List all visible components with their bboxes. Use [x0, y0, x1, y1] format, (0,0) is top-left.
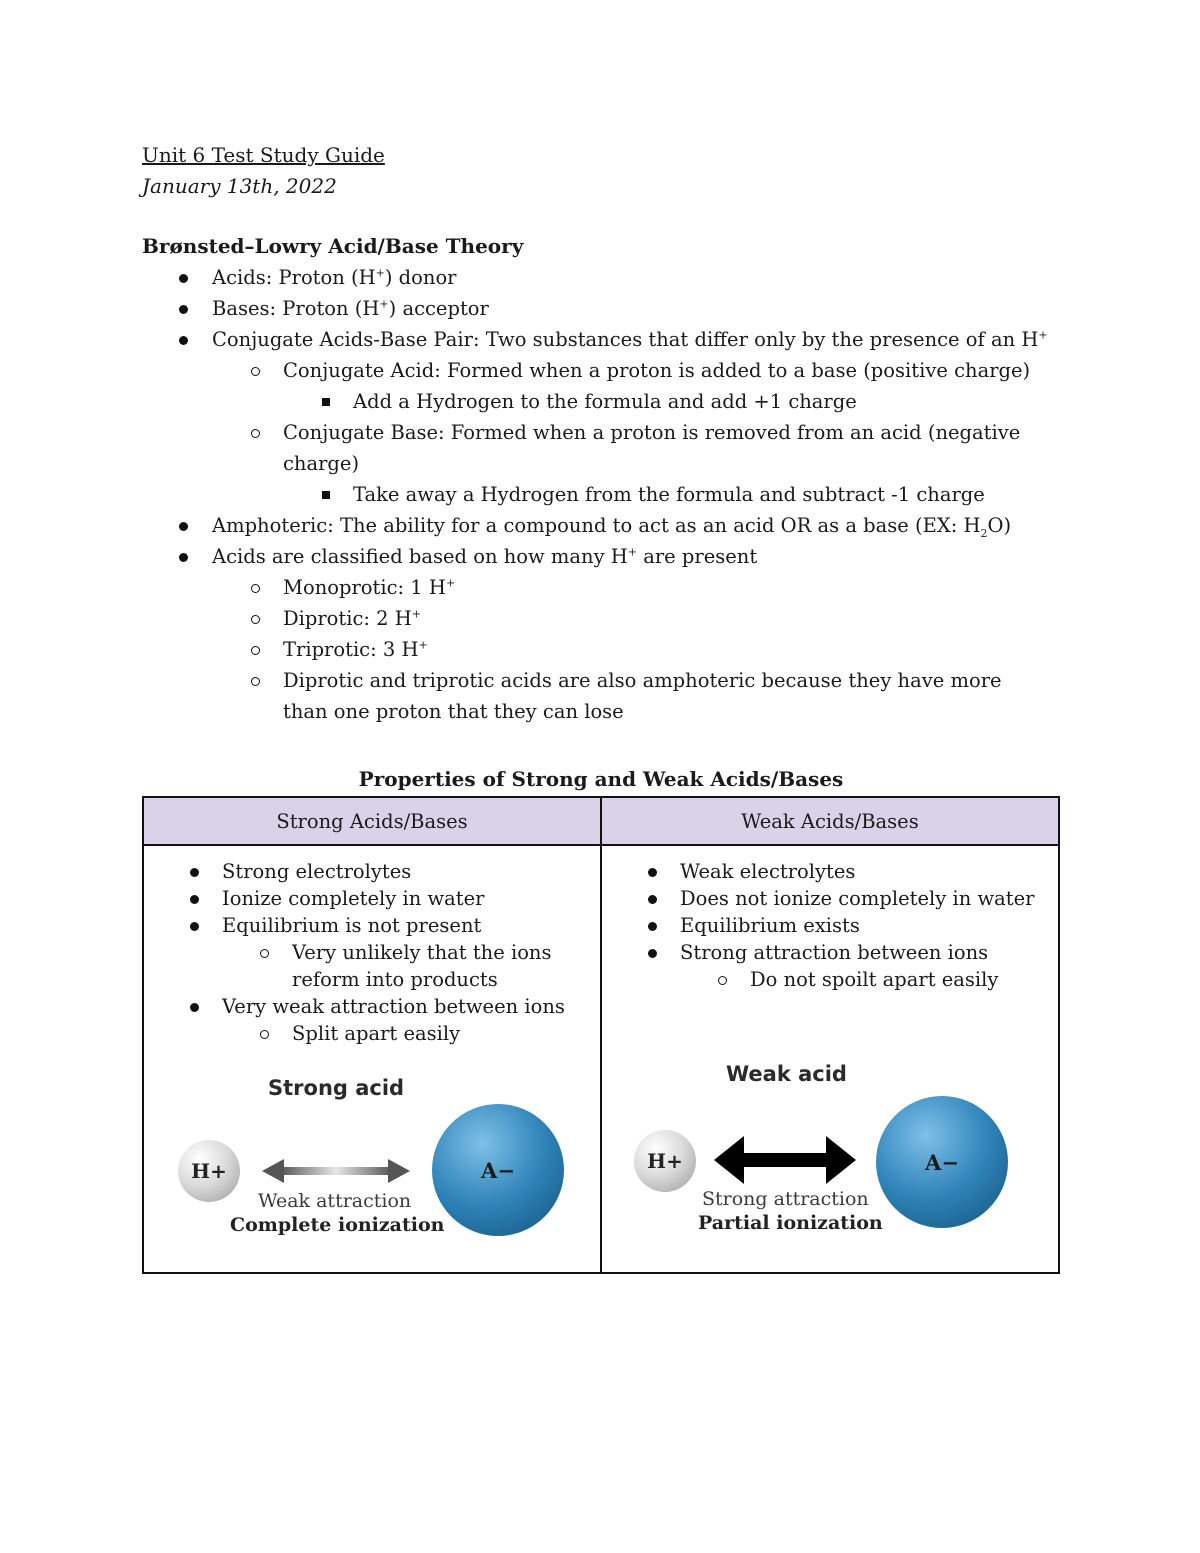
hollow-bullet-icon — [251, 367, 260, 376]
square-bullet-icon — [322, 491, 330, 499]
list-item: Add a Hydrogen to the formula and add +1 charge — [142, 386, 1062, 417]
weak-header: Weak Acids/Bases — [601, 797, 1059, 845]
list-item: Do not spoilt apart easily — [602, 966, 1058, 993]
bullet-icon — [648, 949, 657, 958]
figure-caption: Weak attraction — [258, 1190, 412, 1212]
properties-table — [142, 796, 1060, 1274]
weak-cell — [601, 845, 1059, 1273]
section-title: Brønsted–Lowry Acid/Base Theory — [142, 234, 524, 258]
weak-list — [602, 846, 1058, 993]
list-item: Equilibrium exists — [602, 912, 1058, 939]
figure-title: Weak acid — [726, 1062, 847, 1086]
list-item: Bases: Proton (H+) acceptor — [142, 293, 1062, 324]
bullet-icon — [179, 553, 188, 562]
list-item: Strong electrolytes — [144, 858, 600, 885]
hollow-bullet-icon — [718, 976, 727, 985]
document-date: January 13th, 2022 — [142, 174, 337, 198]
weak-acid-figure — [602, 1056, 1058, 1256]
anion-icon: A− — [876, 1096, 1008, 1228]
figure-caption: Strong attraction — [702, 1188, 869, 1210]
list-item: Equilibrium is not present — [144, 912, 600, 939]
list-item: Triprotic: 3 H+ — [142, 634, 1062, 665]
square-bullet-icon — [322, 398, 330, 406]
double-arrow-icon — [262, 1156, 410, 1186]
bullet-icon — [179, 305, 188, 314]
bullet-icon — [190, 922, 199, 931]
list-item: Does not ionize completely in water — [602, 885, 1058, 912]
hollow-bullet-icon — [251, 584, 260, 593]
list-item: Very unlikely that the ions reform into products — [144, 939, 600, 993]
list-item: Conjugate Acid: Formed when a proton is added to a base (positive charge) — [142, 355, 1062, 386]
bullet-icon — [648, 895, 657, 904]
list-item: Acids are classified based on how many H+ are present — [142, 541, 1062, 572]
list-item: Strong attraction between ions — [602, 939, 1058, 966]
list-item: Monoprotic: 1 H+ — [142, 572, 1062, 603]
bullet-icon — [179, 522, 188, 531]
bullet-icon — [648, 922, 657, 931]
hollow-bullet-icon — [251, 677, 260, 686]
bullet-icon — [190, 1003, 199, 1012]
figure-caption: Partial ionization — [698, 1212, 883, 1234]
list-item: Conjugate Base: Formed when a proton is removed from an acid (negative charge) — [142, 417, 1062, 479]
list-item: Weak electrolytes — [602, 858, 1058, 885]
strong-acid-figure — [144, 1068, 600, 1268]
list-item: Diprotic and triprotic acids are also amphoteric because they have more than one proton that they can lose — [142, 665, 1062, 727]
hydrogen-ion-icon: H+ — [178, 1140, 240, 1202]
list-item: Diprotic: 2 H+ — [142, 603, 1062, 634]
hollow-bullet-icon — [260, 949, 269, 958]
list-item: Split apart easily — [144, 1020, 600, 1047]
list-item: Very weak attraction between ions — [144, 993, 600, 1020]
hydrogen-ion-icon: H+ — [634, 1130, 696, 1192]
hollow-bullet-icon — [251, 615, 260, 624]
bullet-icon — [190, 868, 199, 877]
hollow-bullet-icon — [251, 646, 260, 655]
list-item: Take away a Hydrogen from the formula and subtract -1 charge — [142, 479, 1062, 510]
document-title: Unit 6 Test Study Guide — [142, 143, 385, 167]
list-item: Ionize completely in water — [144, 885, 600, 912]
bullet-icon — [190, 895, 199, 904]
double-arrow-icon — [714, 1136, 856, 1184]
bullet-icon — [648, 868, 657, 877]
list-item: Acids: Proton (H+) donor — [142, 262, 1062, 293]
bullet-icon — [179, 336, 188, 345]
hollow-bullet-icon — [251, 429, 260, 438]
anion-icon: A− — [432, 1104, 564, 1236]
list-item: Amphoteric: The ability for a compound to act as an acid OR as a base (EX: $H_2O$) — [142, 510, 1062, 541]
table-caption: Properties of Strong and Weak Acids/Bases — [358, 767, 844, 791]
strong-list — [144, 846, 600, 1047]
figure-title: Strong acid — [268, 1076, 405, 1100]
document-page — [142, 140, 1062, 1274]
strong-header: Strong Acids/Bases — [143, 797, 601, 845]
figure-caption: Complete ionization — [230, 1214, 445, 1236]
strong-cell — [143, 845, 601, 1273]
theory-list — [142, 262, 1062, 727]
hollow-bullet-icon — [260, 1030, 269, 1039]
list-item: Conjugate Acids-Base Pair: Two substances that differ only by the presence of an H+ — [142, 324, 1062, 355]
bullet-icon — [179, 274, 188, 283]
